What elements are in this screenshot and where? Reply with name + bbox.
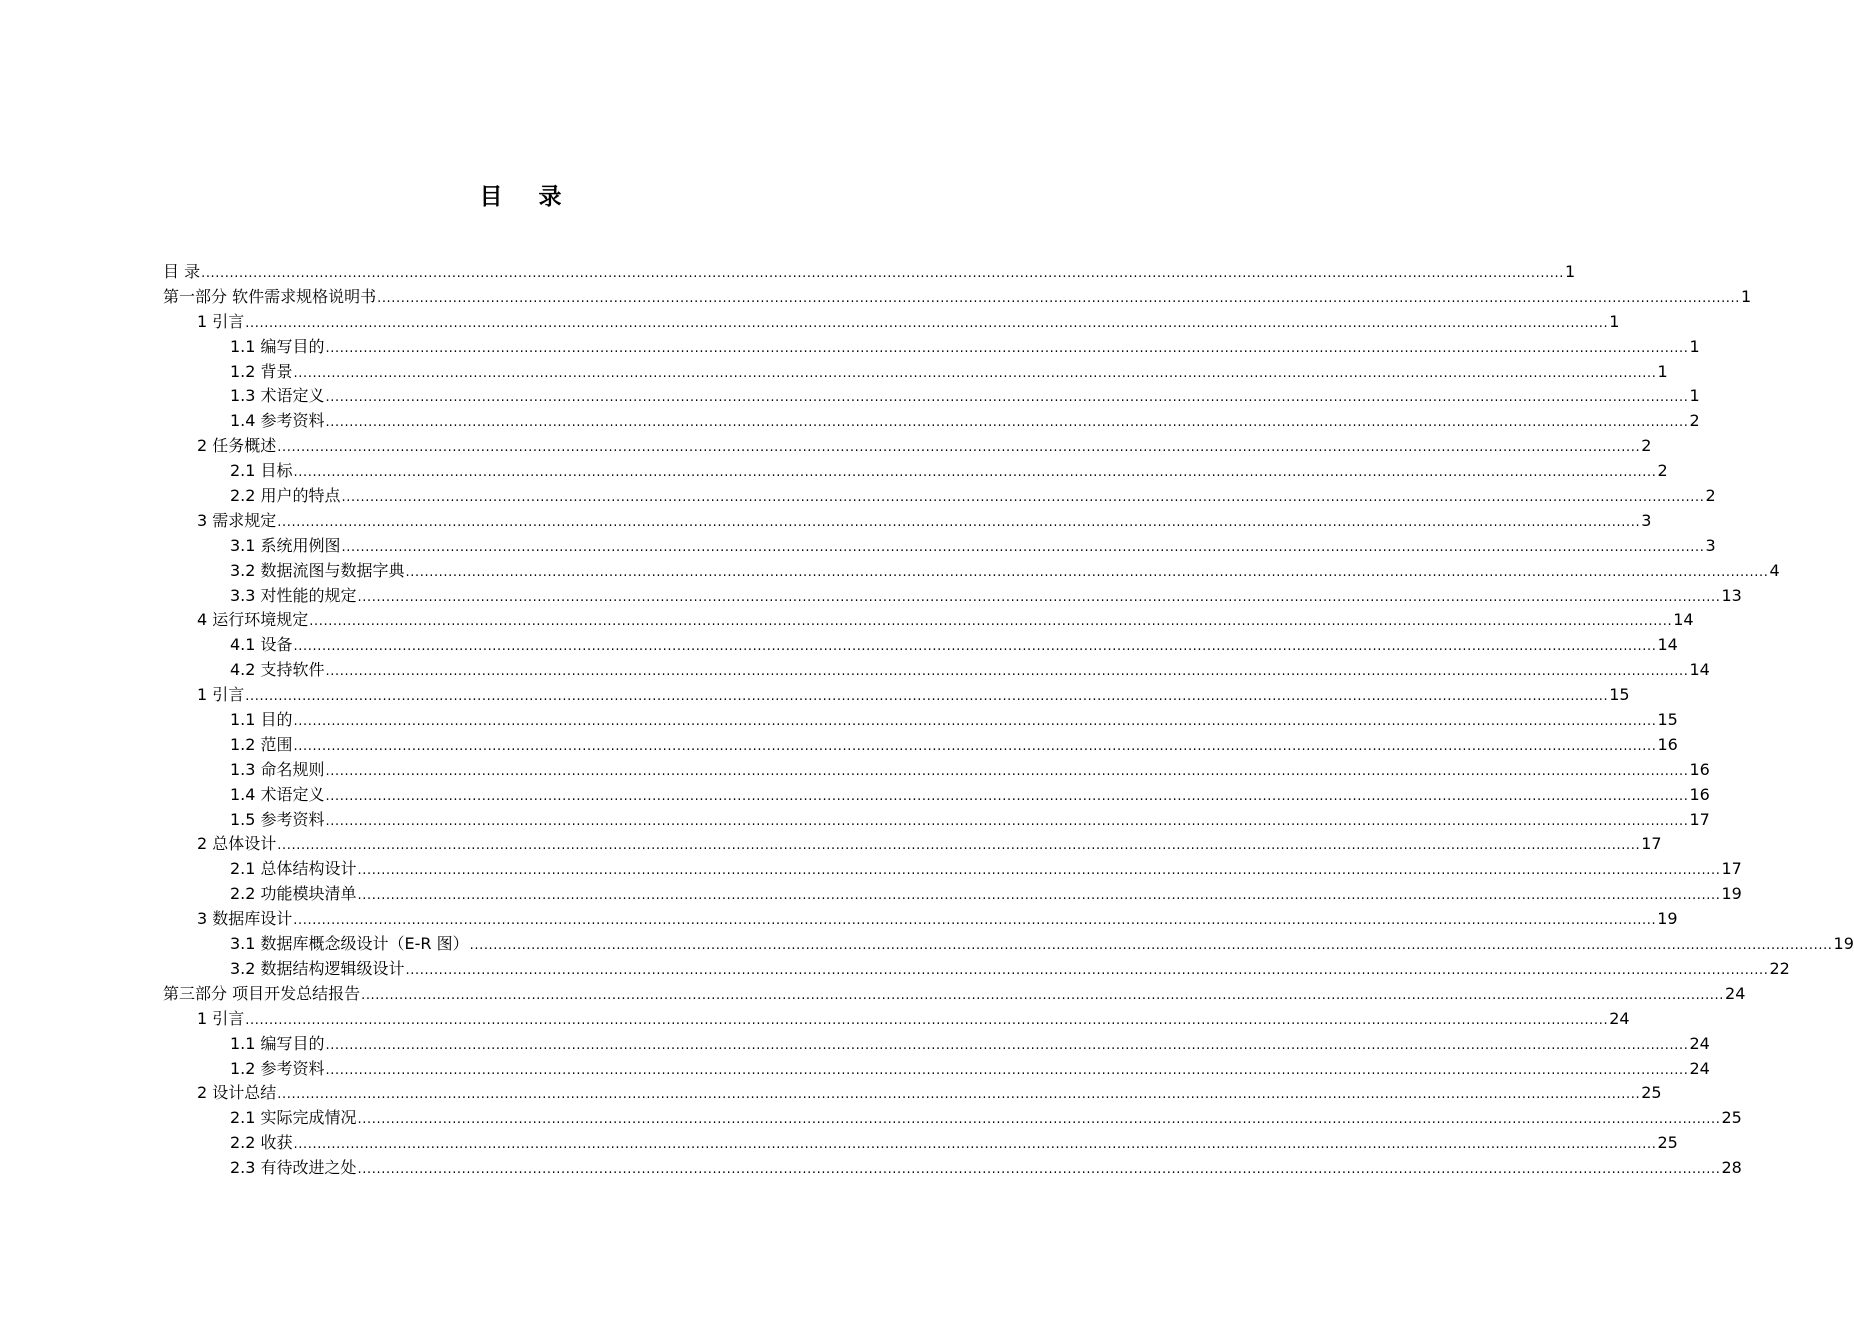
toc-dot-leader: ................................................................................................................................................................................................................................................................................................ bbox=[277, 1087, 1641, 1103]
toc-page-number: 16 bbox=[1689, 759, 1710, 779]
toc-entry-text: 1.2 范围 bbox=[230, 734, 293, 754]
toc-entry[interactable] bbox=[163, 384, 1700, 409]
toc-dot-leader: ................................................................................................................................................................................................................................................................................................ bbox=[325, 340, 1689, 356]
toc-entry[interactable] bbox=[163, 310, 1620, 335]
toc-entry-text: 1.1 目的 bbox=[230, 710, 293, 730]
toc-dot-leader: ................................................................................................................................................................................................................................................................................................ bbox=[309, 614, 1673, 630]
toc-entry[interactable] bbox=[163, 1057, 1710, 1082]
toc-dot-leader: ................................................................................................................................................................................................................................................................................................ bbox=[325, 813, 1689, 829]
toc-entry-text: 3.1 数据库概念级设计（E-R 图） bbox=[230, 934, 469, 954]
toc-page-number: 14 bbox=[1657, 635, 1678, 655]
toc-dot-leader: ................................................................................................................................................................................................................................................................................................ bbox=[293, 365, 1657, 381]
toc-entry-text: 1.1 编写目的 bbox=[230, 1033, 325, 1053]
toc-page-number: 1 bbox=[1741, 286, 1752, 306]
toc-dot-leader: ................................................................................................................................................................................................................................................................................................ bbox=[245, 315, 1609, 331]
toc-page-number: 1 bbox=[1609, 311, 1620, 331]
toc-entry[interactable] bbox=[163, 285, 1752, 310]
toc-entry-text: 2.1 总体结构设计 bbox=[230, 859, 357, 879]
toc-page-number: 1 bbox=[1689, 386, 1700, 406]
toc-entry[interactable] bbox=[163, 434, 1652, 459]
toc-entry-text: 目 录 bbox=[163, 262, 201, 281]
toc-entry[interactable] bbox=[163, 658, 1710, 683]
toc-entry[interactable] bbox=[163, 509, 1652, 534]
toc-dot-leader: ................................................................................................................................................................................................................................................................................................ bbox=[325, 788, 1689, 804]
toc-page-number: 28 bbox=[1721, 1158, 1742, 1178]
toc-page-number: 2 bbox=[1657, 461, 1668, 481]
toc-entry[interactable] bbox=[163, 1106, 1742, 1131]
toc-dot-leader: ................................................................................................................................................................................................................................................................................................ bbox=[293, 1137, 1657, 1153]
toc-page-number: 24 bbox=[1689, 1058, 1710, 1078]
toc-page-number: 22 bbox=[1769, 958, 1790, 978]
toc-entry[interactable] bbox=[163, 1032, 1710, 1057]
toc-page-number: 4 bbox=[1769, 560, 1780, 580]
toc-page-number: 16 bbox=[1689, 784, 1710, 804]
toc-page-number: 25 bbox=[1641, 1083, 1662, 1103]
toc-entry[interactable] bbox=[163, 683, 1630, 708]
toc-entry[interactable] bbox=[163, 932, 1854, 957]
toc-page-number: 1 bbox=[1657, 361, 1668, 381]
toc-entry-text: 1.4 参考资料 bbox=[230, 411, 325, 431]
toc-page-number: 3 bbox=[1705, 535, 1716, 555]
toc-entry[interactable] bbox=[163, 534, 1716, 559]
toc-entry[interactable] bbox=[163, 708, 1678, 733]
toc-dot-leader: ................................................................................................................................................................................................................................................................................................ bbox=[341, 539, 1705, 555]
toc-dot-leader: ................................................................................................................................................................................................................................................................................................ bbox=[277, 838, 1641, 854]
toc-page-number: 15 bbox=[1609, 685, 1630, 705]
toc-page-number: 19 bbox=[1833, 934, 1854, 954]
toc-page-number: 1 bbox=[1689, 336, 1700, 356]
toc-entry[interactable] bbox=[163, 459, 1668, 484]
toc-entry-text: 4.2 支持软件 bbox=[230, 660, 325, 680]
toc-entry[interactable] bbox=[163, 982, 1746, 1007]
toc-entry-text: 2 设计总结 bbox=[197, 1083, 277, 1103]
toc-dot-leader: ................................................................................................................................................................................................................................................................................................ bbox=[405, 962, 1769, 978]
toc-page-number: 19 bbox=[1657, 909, 1678, 929]
toc-entry[interactable] bbox=[163, 608, 1694, 633]
toc-page-number: 25 bbox=[1721, 1108, 1742, 1128]
toc-entry[interactable] bbox=[163, 484, 1716, 509]
toc-entry-text: 1.2 参考资料 bbox=[230, 1058, 325, 1078]
toc-entry-text: 1.2 背景 bbox=[230, 361, 293, 381]
toc-page-number: 24 bbox=[1689, 1033, 1710, 1053]
toc-entry[interactable] bbox=[163, 758, 1710, 783]
toc-dot-leader: ................................................................................................................................................................................................................................................................................................ bbox=[293, 714, 1657, 730]
toc-entry-text: 1.3 术语定义 bbox=[230, 386, 325, 406]
toc-entry-text: 2 总体设计 bbox=[197, 834, 277, 854]
toc-dot-leader: ................................................................................................................................................................................................................................................................................................ bbox=[293, 465, 1657, 481]
toc-dot-leader: ................................................................................................................................................................................................................................................................................................ bbox=[357, 589, 1721, 605]
toc-dot-leader: ................................................................................................................................................................................................................................................................................................ bbox=[245, 1012, 1609, 1028]
toc-dot-leader: ................................................................................................................................................................................................................................................................................................ bbox=[293, 913, 1657, 929]
toc-entry-text: 3.1 系统用例图 bbox=[230, 535, 341, 555]
toc-page-number: 24 bbox=[1725, 983, 1746, 1003]
toc-entry-text: 3 数据库设计 bbox=[197, 909, 293, 929]
toc-page-number: 15 bbox=[1657, 710, 1678, 730]
toc-entry[interactable] bbox=[163, 559, 1780, 584]
toc-dot-leader: ................................................................................................................................................................................................................................................................................................ bbox=[469, 938, 1833, 954]
toc-entry[interactable] bbox=[163, 857, 1742, 882]
toc-entry[interactable] bbox=[163, 633, 1678, 658]
toc-entry[interactable] bbox=[163, 584, 1742, 609]
toc-entry[interactable] bbox=[163, 1081, 1662, 1106]
toc-dot-leader: ................................................................................................................................................................................................................................................................................................ bbox=[357, 888, 1721, 904]
toc-page-number: 17 bbox=[1641, 834, 1662, 854]
toc-entry[interactable] bbox=[163, 882, 1742, 907]
toc-dot-leader: ................................................................................................................................................................................................................................................................................................ bbox=[325, 415, 1689, 431]
toc-entry-text: 2.3 有待改进之处 bbox=[230, 1158, 357, 1178]
toc-dot-leader: ................................................................................................................................................................................................................................................................................................ bbox=[325, 1037, 1689, 1053]
toc-entry-text: 1.3 命名规则 bbox=[230, 759, 325, 779]
toc-entry-text: 2.2 用户的特点 bbox=[230, 486, 341, 506]
toc-dot-leader: ................................................................................................................................................................................................................................................................................................ bbox=[361, 987, 1725, 1003]
toc-entry-text: 4 运行环境规定 bbox=[197, 610, 309, 630]
toc-dot-leader: ................................................................................................................................................................................................................................................................................................ bbox=[325, 664, 1689, 680]
toc-entry-text: 1 引言 bbox=[197, 311, 245, 331]
toc-dot-leader: ................................................................................................................................................................................................................................................................................................ bbox=[293, 738, 1657, 754]
toc-page-number: 2 bbox=[1689, 411, 1700, 431]
toc-entry-text: 4.1 设备 bbox=[230, 635, 293, 655]
toc-page-number: 2 bbox=[1641, 436, 1652, 456]
toc-page-number: 14 bbox=[1673, 610, 1694, 630]
toc-dot-leader: ................................................................................................................................................................................................................................................................................................ bbox=[357, 863, 1721, 879]
toc-dot-leader: ................................................................................................................................................................................................................................................................................................ bbox=[325, 763, 1689, 779]
toc-entry[interactable] bbox=[163, 1156, 1742, 1181]
toc-entry[interactable] bbox=[163, 1007, 1630, 1032]
toc-entry-text: 3.2 数据结构逻辑级设计 bbox=[230, 958, 405, 978]
toc-entry-text: 3.3 对性能的规定 bbox=[230, 585, 357, 605]
toc-entry-text: 1 引言 bbox=[197, 1008, 245, 1028]
toc-entry-text: 2.1 实际完成情况 bbox=[230, 1108, 357, 1128]
toc-entry-text: 2.2 收获 bbox=[230, 1133, 293, 1153]
toc-entry-text: 1.1 编写目的 bbox=[230, 336, 325, 356]
toc-entry[interactable] bbox=[163, 808, 1710, 833]
toc-dot-leader: ................................................................................................................................................................................................................................................................................................ bbox=[357, 1162, 1721, 1178]
toc-entry-text: 第一部分 软件需求规格说明书 bbox=[163, 286, 377, 306]
toc-page-number: 17 bbox=[1689, 809, 1710, 829]
toc-page-number: 17 bbox=[1721, 859, 1742, 879]
toc-entry[interactable] bbox=[163, 832, 1662, 857]
toc-page-number: 24 bbox=[1609, 1008, 1630, 1028]
toc-page-number: 1 bbox=[1565, 262, 1576, 281]
toc-page-number: 16 bbox=[1657, 734, 1678, 754]
toc-entry-text: 1 引言 bbox=[197, 685, 245, 705]
toc-entry[interactable] bbox=[163, 360, 1668, 385]
toc-entry[interactable] bbox=[163, 409, 1700, 434]
toc-entry-text: 3 需求规定 bbox=[197, 510, 277, 530]
toc-dot-leader: ................................................................................................................................................................................................................................................................................................ bbox=[341, 490, 1705, 506]
toc-entry[interactable] bbox=[163, 957, 1790, 982]
toc-page-number: 13 bbox=[1721, 585, 1742, 605]
toc-dot-leader: ................................................................................................................................................................................................................................................................................................ bbox=[325, 390, 1689, 406]
toc-entry-text: 2 任务概述 bbox=[197, 436, 277, 456]
toc-entry-text: 2.1 目标 bbox=[230, 461, 293, 481]
toc-dot-leader: ................................................................................................................................................................................................................................................................................................ bbox=[277, 440, 1641, 456]
toc-list bbox=[163, 260, 1854, 1181]
toc-dot-leader: ................................................................................................................................................................................................................................................................................................ bbox=[405, 564, 1769, 580]
toc-dot-leader: ................................................................................................................................................................................................................................................................................................ bbox=[357, 1112, 1721, 1128]
toc-dot-leader: ................................................................................................................................................................................................................................................................................................ bbox=[201, 266, 1565, 281]
toc-title: 目 录 bbox=[479, 184, 576, 210]
toc-dot-leader: ................................................................................................................................................................................................................................................................................................ bbox=[277, 514, 1641, 530]
toc-dot-leader: ................................................................................................................................................................................................................................................................................................ bbox=[325, 1062, 1689, 1078]
toc-page-number: 3 bbox=[1641, 510, 1652, 530]
toc-dot-leader: ................................................................................................................................................................................................................................................................................................ bbox=[293, 639, 1657, 655]
toc-page-number: 14 bbox=[1689, 660, 1710, 680]
toc-entry-text: 第三部分 项目开发总结报告 bbox=[163, 983, 361, 1003]
toc-dot-leader: ................................................................................................................................................................................................................................................................................................ bbox=[245, 689, 1609, 705]
toc-dot-leader: ................................................................................................................................................................................................................................................................................................ bbox=[377, 290, 1741, 306]
toc-entry-text: 3.2 数据流图与数据字典 bbox=[230, 560, 405, 580]
toc-entry[interactable] bbox=[163, 783, 1710, 808]
toc-entry-text: 1.5 参考资料 bbox=[230, 809, 325, 829]
toc-entry[interactable] bbox=[163, 260, 1576, 285]
toc-entry[interactable] bbox=[163, 733, 1678, 758]
toc-entry[interactable] bbox=[163, 907, 1678, 932]
toc-page-number: 19 bbox=[1721, 884, 1742, 904]
toc-entry[interactable] bbox=[163, 1131, 1678, 1156]
toc-entry-text: 1.4 术语定义 bbox=[230, 784, 325, 804]
toc-entry[interactable] bbox=[163, 335, 1700, 360]
toc-page-number: 2 bbox=[1705, 486, 1716, 506]
toc-entry-text: 2.2 功能模块清单 bbox=[230, 884, 357, 904]
toc-page-number: 25 bbox=[1657, 1133, 1678, 1153]
